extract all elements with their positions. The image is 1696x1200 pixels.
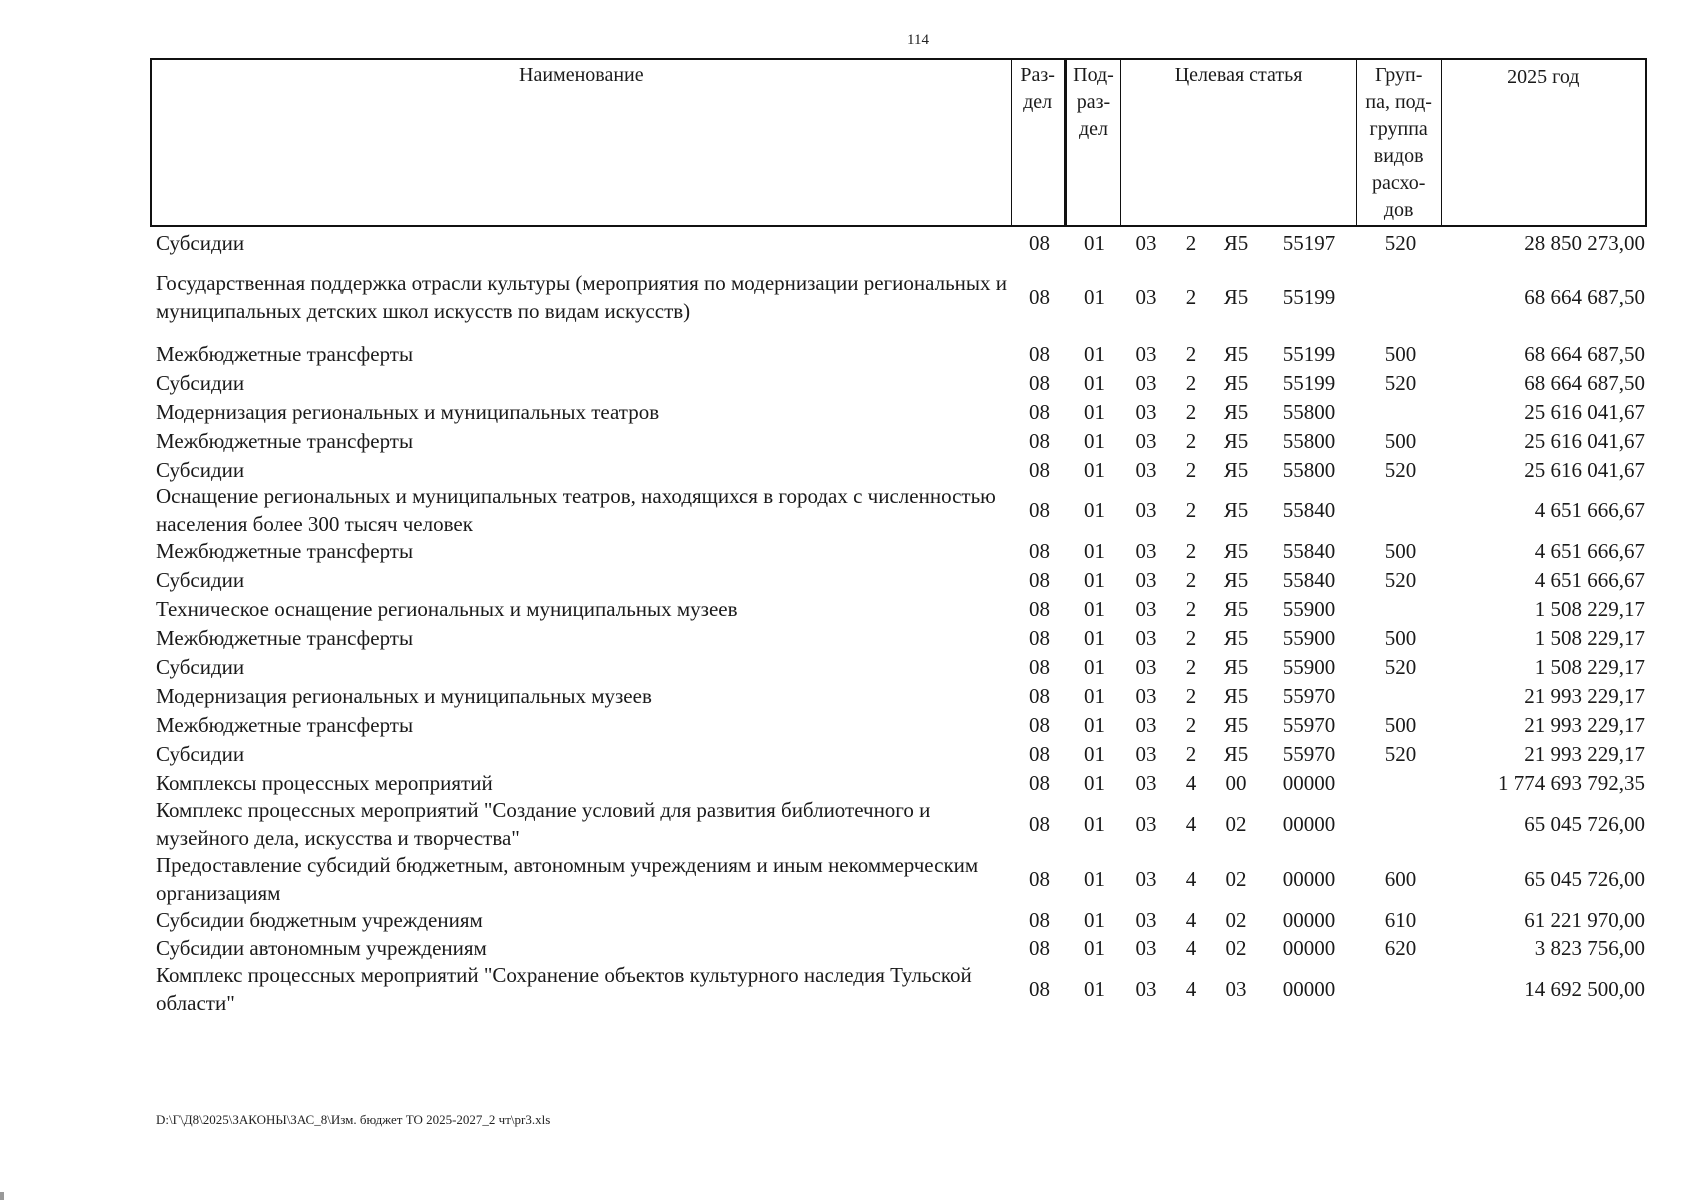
row-amount: 4 651 666,67 xyxy=(1534,567,1645,592)
row-razdel: 08 xyxy=(1029,538,1050,563)
row-target-direction: 55800 xyxy=(1282,399,1336,424)
table-row xyxy=(150,962,1647,1016)
row-target-type: 2 xyxy=(1185,370,1197,395)
row-target-direction: 00000 xyxy=(1282,977,1336,1001)
row-target-direction: 55970 xyxy=(1282,712,1336,737)
table-row xyxy=(150,851,1647,906)
row-target-program: 03 xyxy=(1135,341,1157,366)
row-name: Государственная поддержка отрасли культуры (мероприятия по модернизации региональных и муниципальных детских школ искусств по видам искусств) xyxy=(156,271,1008,323)
row-amount: 1 774 693 792,35 xyxy=(1498,770,1645,795)
row-target-element: Я5 xyxy=(1223,285,1249,309)
row-target-program: 03 xyxy=(1135,712,1157,737)
row-target-type: 4 xyxy=(1185,908,1197,932)
row-target-type: 4 xyxy=(1185,812,1197,836)
row-amount: 1 508 229,17 xyxy=(1534,654,1645,679)
row-target-element: Я5 xyxy=(1223,538,1249,563)
row-name: Межбюджетные трансферты xyxy=(156,428,414,453)
row-name: Межбюджетные трансферты xyxy=(156,341,414,366)
row-name: Комплексы процессных мероприятий xyxy=(156,770,493,795)
row-podrazdel: 01 xyxy=(1084,625,1105,650)
row-target-direction: 55840 xyxy=(1282,538,1336,563)
row-amount: 25 616 041,67 xyxy=(1524,399,1645,424)
row-target-element: Я5 xyxy=(1223,683,1249,708)
row-amount: 4 651 666,67 xyxy=(1534,538,1645,563)
row-razdel: 08 xyxy=(1029,370,1050,395)
row-target-element: Я5 xyxy=(1223,654,1249,679)
row-target-type: 2 xyxy=(1185,567,1197,592)
row-target-direction: 55199 xyxy=(1282,370,1336,395)
row-name: Субсидии бюджетным учреждениям xyxy=(156,908,483,932)
row-amount: 61 221 970,00 xyxy=(1524,908,1645,932)
row-name: Модернизация региональных и муниципальных театров xyxy=(156,399,660,424)
row-target-program: 03 xyxy=(1135,370,1157,395)
row-target-program: 03 xyxy=(1135,770,1157,795)
row-razdel: 08 xyxy=(1029,712,1050,737)
row-amount: 25 616 041,67 xyxy=(1524,428,1645,453)
row-target-type: 2 xyxy=(1185,341,1197,366)
table-row xyxy=(150,797,1647,851)
row-target-type: 2 xyxy=(1185,654,1197,679)
row-expense-group: 520 xyxy=(1384,741,1417,766)
row-name: Комплекс процессных мероприятий "Создание условий для развития библиотечного и музейного дела, искусства и творчества" xyxy=(156,798,931,850)
row-target-element: Я5 xyxy=(1223,399,1249,424)
row-amount: 65 045 726,00 xyxy=(1524,866,1645,891)
row-target-program: 03 xyxy=(1135,977,1157,1001)
row-amount: 4 651 666,67 xyxy=(1534,498,1645,522)
row-amount: 1 508 229,17 xyxy=(1534,596,1645,621)
row-target-direction: 55800 xyxy=(1282,457,1336,482)
row-razdel: 08 xyxy=(1029,596,1050,621)
row-name: Субсидии xyxy=(156,654,245,679)
row-razdel: 08 xyxy=(1029,977,1050,1001)
table-row xyxy=(150,565,1647,594)
row-razdel: 08 xyxy=(1029,230,1050,255)
row-expense-group: 500 xyxy=(1384,341,1417,366)
row-target-element: 03 xyxy=(1225,977,1247,1001)
row-podrazdel: 01 xyxy=(1084,370,1105,395)
header-expense-group: Груп- па, под- группа видов расхо- дов xyxy=(1357,60,1442,225)
table-row xyxy=(150,536,1647,565)
row-razdel: 08 xyxy=(1029,498,1050,522)
row-podrazdel: 01 xyxy=(1084,428,1105,453)
row-target-direction: 00000 xyxy=(1282,866,1336,891)
row-amount: 65 045 726,00 xyxy=(1524,812,1645,836)
row-expense-group: 600 xyxy=(1384,866,1417,891)
row-podrazdel: 01 xyxy=(1084,936,1105,960)
row-target-element: Я5 xyxy=(1223,498,1249,522)
row-amount: 68 664 687,50 xyxy=(1524,341,1645,366)
row-target-type: 4 xyxy=(1185,936,1197,960)
row-podrazdel: 01 xyxy=(1084,538,1105,563)
row-podrazdel: 01 xyxy=(1084,457,1105,482)
row-target-program: 03 xyxy=(1135,741,1157,766)
row-target-type: 2 xyxy=(1185,498,1197,522)
row-amount: 68 664 687,50 xyxy=(1524,370,1645,395)
table-row xyxy=(150,934,1647,962)
row-target-direction: 55900 xyxy=(1282,654,1336,679)
row-name: Межбюджетные трансферты xyxy=(156,625,414,650)
table-row xyxy=(150,594,1647,623)
row-name: Межбюджетные трансферты xyxy=(156,712,414,737)
row-amount: 14 692 500,00 xyxy=(1524,977,1645,1001)
row-target-type: 2 xyxy=(1185,285,1197,309)
row-target-element: Я5 xyxy=(1223,625,1249,650)
header-podrazdel: Под- раз- дел xyxy=(1067,60,1122,225)
row-target-type: 2 xyxy=(1185,399,1197,424)
row-target-type: 2 xyxy=(1185,712,1197,737)
row-target-element: Я5 xyxy=(1223,341,1249,366)
row-podrazdel: 01 xyxy=(1084,812,1105,836)
row-target-direction: 00000 xyxy=(1282,936,1336,960)
row-target-type: 2 xyxy=(1185,457,1197,482)
table-row xyxy=(150,426,1647,455)
header-razdel: Раз- дел xyxy=(1012,60,1067,225)
row-target-direction: 55970 xyxy=(1282,741,1336,766)
row-podrazdel: 01 xyxy=(1084,741,1105,766)
footer-file-path: D:\Г\Д8\2025\ЗАКОНЫ\ЗАС_8\Изм. бюджет ТО 2025-2027_2 чт\pr3.xls xyxy=(156,1112,551,1127)
row-target-type: 4 xyxy=(1185,977,1197,1001)
table-row xyxy=(150,484,1647,536)
row-target-direction: 55900 xyxy=(1282,625,1336,650)
table-row xyxy=(150,681,1647,710)
row-target-element: 02 xyxy=(1225,936,1247,960)
row-amount: 25 616 041,67 xyxy=(1524,457,1645,482)
row-target-program: 03 xyxy=(1135,625,1157,650)
table-row xyxy=(150,623,1647,652)
row-target-direction: 00000 xyxy=(1282,812,1336,836)
row-expense-group: 520 xyxy=(1384,654,1417,679)
row-target-program: 03 xyxy=(1135,936,1157,960)
table-row xyxy=(150,710,1647,739)
header-name: Наименование xyxy=(152,60,1012,225)
row-podrazdel: 01 xyxy=(1084,596,1105,621)
row-podrazdel: 01 xyxy=(1084,285,1105,309)
row-podrazdel: 01 xyxy=(1084,230,1105,255)
row-target-direction: 55970 xyxy=(1282,683,1336,708)
row-name: Субсидии xyxy=(156,230,245,255)
row-target-type: 4 xyxy=(1185,770,1197,795)
row-podrazdel: 01 xyxy=(1084,770,1105,795)
row-name: Субсидии xyxy=(156,457,245,482)
row-expense-group: 610 xyxy=(1384,908,1417,932)
row-expense-group: 520 xyxy=(1384,457,1417,482)
row-target-program: 03 xyxy=(1135,285,1157,309)
row-target-program: 03 xyxy=(1135,230,1157,255)
row-name: Оснащение региональных и муниципальных театров, находящихся в городах с численностью населения более 300 тысяч человек xyxy=(156,484,996,536)
row-target-type: 4 xyxy=(1185,866,1197,891)
table-row xyxy=(150,265,1647,329)
row-podrazdel: 01 xyxy=(1084,567,1105,592)
table-body xyxy=(150,228,1647,1016)
table-row xyxy=(150,768,1647,797)
row-name: Межбюджетные трансферты xyxy=(156,538,414,563)
row-target-element: Я5 xyxy=(1223,230,1249,255)
row-target-program: 03 xyxy=(1135,596,1157,621)
row-target-type: 2 xyxy=(1185,683,1197,708)
row-target-program: 03 xyxy=(1135,498,1157,522)
row-razdel: 08 xyxy=(1029,812,1050,836)
row-target-program: 03 xyxy=(1135,567,1157,592)
row-amount: 21 993 229,17 xyxy=(1524,741,1645,766)
row-target-element: Я5 xyxy=(1223,370,1249,395)
row-podrazdel: 01 xyxy=(1084,654,1105,679)
header-target-article: Целевая статья xyxy=(1121,60,1356,225)
row-target-direction: 55900 xyxy=(1282,596,1336,621)
row-target-program: 03 xyxy=(1135,866,1157,891)
row-amount: 28 850 273,00 xyxy=(1524,230,1645,255)
row-target-type: 2 xyxy=(1185,428,1197,453)
row-expense-group: 500 xyxy=(1384,428,1417,453)
row-name: Субсидии xyxy=(156,567,245,592)
scan-artifact xyxy=(0,1192,4,1200)
row-podrazdel: 01 xyxy=(1084,683,1105,708)
table-row xyxy=(150,455,1647,484)
row-amount: 21 993 229,17 xyxy=(1524,683,1645,708)
row-razdel: 08 xyxy=(1029,936,1050,960)
row-podrazdel: 01 xyxy=(1084,866,1105,891)
row-target-program: 03 xyxy=(1135,399,1157,424)
table-row xyxy=(150,652,1647,681)
row-target-type: 2 xyxy=(1185,230,1197,255)
row-target-type: 2 xyxy=(1185,741,1197,766)
row-target-element: Я5 xyxy=(1223,428,1249,453)
row-target-element: Я5 xyxy=(1223,567,1249,592)
row-target-element: 00 xyxy=(1225,770,1247,795)
row-target-element: Я5 xyxy=(1223,457,1249,482)
row-expense-group: 500 xyxy=(1384,712,1417,737)
table-row xyxy=(150,339,1647,368)
row-name: Техническое оснащение региональных и муниципальных музеев xyxy=(156,596,738,621)
row-podrazdel: 01 xyxy=(1084,712,1105,737)
row-podrazdel: 01 xyxy=(1084,399,1105,424)
table-row xyxy=(150,739,1647,768)
row-expense-group: 520 xyxy=(1384,567,1417,592)
row-podrazdel: 01 xyxy=(1084,977,1105,1001)
row-name: Субсидии xyxy=(156,741,245,766)
row-target-direction: 55800 xyxy=(1282,428,1336,453)
row-razdel: 08 xyxy=(1029,625,1050,650)
row-razdel: 08 xyxy=(1029,399,1050,424)
row-razdel: 08 xyxy=(1029,341,1050,366)
row-name: Предоставление субсидий бюджетным, автономным учреждениям и иным некоммерческим организациям xyxy=(156,852,979,905)
row-name: Комплекс процессных мероприятий "Сохранение объектов культурного наследия Тульской области" xyxy=(156,963,972,1015)
table-header xyxy=(150,58,1647,227)
row-target-direction: 00000 xyxy=(1282,908,1336,932)
page-number: 114 xyxy=(907,32,929,48)
row-target-program: 03 xyxy=(1135,683,1157,708)
header-year: 2025 год xyxy=(1507,66,1580,88)
row-razdel: 08 xyxy=(1029,428,1050,453)
row-podrazdel: 01 xyxy=(1084,908,1105,932)
row-razdel: 08 xyxy=(1029,770,1050,795)
row-target-direction: 55840 xyxy=(1282,567,1336,592)
row-target-type: 2 xyxy=(1185,538,1197,563)
row-amount: 21 993 229,17 xyxy=(1524,712,1645,737)
row-target-element: 02 xyxy=(1225,812,1247,836)
row-expense-group: 500 xyxy=(1384,538,1417,563)
row-razdel: 08 xyxy=(1029,654,1050,679)
row-razdel: 08 xyxy=(1029,567,1050,592)
row-razdel: 08 xyxy=(1029,866,1050,891)
row-expense-group: 500 xyxy=(1384,625,1417,650)
row-target-direction: 55199 xyxy=(1282,285,1336,309)
row-target-type: 2 xyxy=(1185,596,1197,621)
row-razdel: 08 xyxy=(1029,285,1050,309)
row-target-program: 03 xyxy=(1135,428,1157,453)
row-amount: 1 508 229,17 xyxy=(1534,625,1645,650)
row-razdel: 08 xyxy=(1029,457,1050,482)
row-amount: 68 664 687,50 xyxy=(1524,285,1645,309)
row-name: Субсидии xyxy=(156,370,245,395)
table-row xyxy=(150,397,1647,426)
row-target-program: 03 xyxy=(1135,457,1157,482)
row-razdel: 08 xyxy=(1029,683,1050,708)
table-row xyxy=(150,368,1647,397)
row-target-element: Я5 xyxy=(1223,741,1249,766)
row-target-program: 03 xyxy=(1135,908,1157,932)
row-target-program: 03 xyxy=(1135,538,1157,563)
row-expense-group: 520 xyxy=(1384,230,1417,255)
row-target-direction: 00000 xyxy=(1282,770,1336,795)
row-target-program: 03 xyxy=(1135,654,1157,679)
table-row xyxy=(150,906,1647,934)
row-target-element: 02 xyxy=(1225,908,1247,932)
row-target-direction: 55199 xyxy=(1282,341,1336,366)
row-expense-group: 520 xyxy=(1384,370,1417,395)
row-name: Субсидии автономным учреждениям xyxy=(156,936,487,960)
row-amount: 3 823 756,00 xyxy=(1534,936,1645,960)
table-row xyxy=(150,228,1647,257)
row-name: Модернизация региональных и муниципальных музеев xyxy=(156,683,652,708)
row-expense-group: 620 xyxy=(1384,936,1417,960)
row-target-type: 2 xyxy=(1185,625,1197,650)
row-target-element: Я5 xyxy=(1223,596,1249,621)
row-target-element: 02 xyxy=(1225,866,1247,891)
row-razdel: 08 xyxy=(1029,908,1050,932)
row-target-direction: 55840 xyxy=(1282,498,1336,522)
row-razdel: 08 xyxy=(1029,741,1050,766)
row-podrazdel: 01 xyxy=(1084,498,1105,522)
row-podrazdel: 01 xyxy=(1084,341,1105,366)
row-target-program: 03 xyxy=(1135,812,1157,836)
row-target-direction: 55197 xyxy=(1282,230,1336,255)
row-target-element: Я5 xyxy=(1223,712,1249,737)
